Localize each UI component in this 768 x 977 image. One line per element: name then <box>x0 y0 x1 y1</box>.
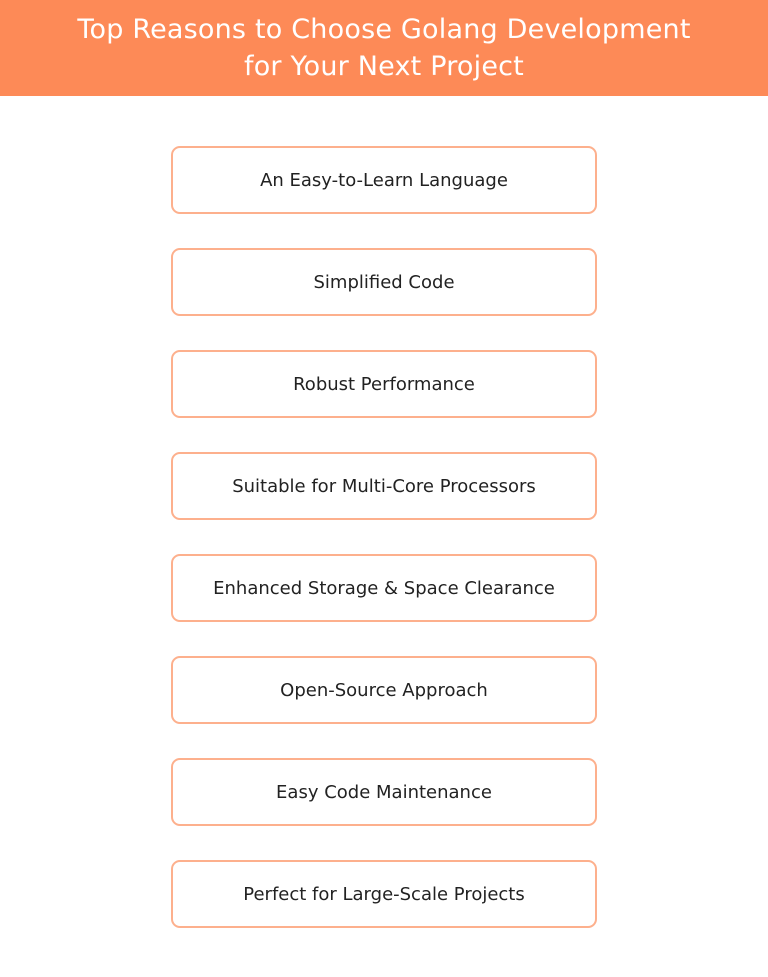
page-title: Top Reasons to Choose Golang Development for Your Next Project <box>77 14 691 82</box>
reason-label: Perfect for Large-Scale Projects <box>243 883 525 905</box>
reason-label: Suitable for Multi-Core Processors <box>232 475 536 497</box>
header-banner <box>0 0 768 96</box>
reason-label: Enhanced Storage & Space Clearance <box>213 577 555 599</box>
reason-label: Simplified Code <box>313 271 455 293</box>
reason-label: Robust Performance <box>293 373 475 395</box>
reason-card-large-scale <box>171 860 597 928</box>
reason-card-simplified-code <box>171 248 597 316</box>
reason-card-easy-to-learn <box>171 146 597 214</box>
reason-card-robust-performance <box>171 350 597 418</box>
reason-label: Easy Code Maintenance <box>276 781 492 803</box>
reason-label: Open-Source Approach <box>280 679 488 701</box>
reason-card-maintenance <box>171 758 597 826</box>
reason-card-storage <box>171 554 597 622</box>
reason-card-multi-core <box>171 452 597 520</box>
reason-label: An Easy-to-Learn Language <box>260 169 508 191</box>
reason-card-open-source <box>171 656 597 724</box>
